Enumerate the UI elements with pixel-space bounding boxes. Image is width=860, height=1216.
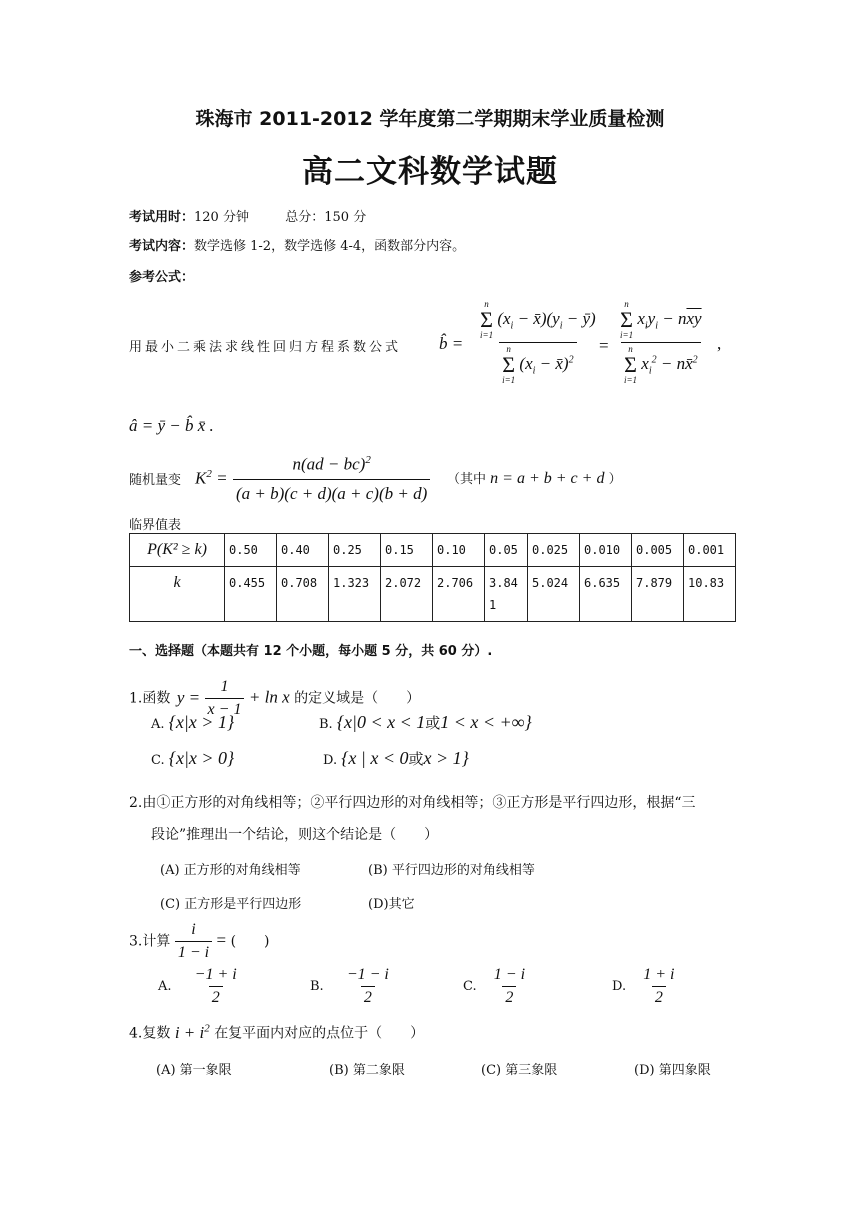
- q4-option-b: (B) 第二象限: [329, 1063, 405, 1078]
- section1-heading: 一、选择题（本题共有 12 个小题，每小题 5 分，共 60 分）.: [129, 644, 493, 659]
- table-cell: 0.005: [632, 534, 684, 567]
- q3-option-c: C. $\frac{1 - i}{2}$: [463, 966, 526, 1006]
- table-cell: 0.001: [684, 534, 736, 567]
- question-4: 4.复数 $i + i^2$ 在复平面内对应的点位于（ ）: [129, 1022, 425, 1042]
- intercept-formula: â = ȳ − b̂ x̄ .: [129, 416, 214, 435]
- option-label: D.: [323, 753, 338, 768]
- table-cell: 5.024: [528, 567, 580, 622]
- q2-line2: 段论”推理出一个结论，则这个结论是（ ）: [151, 827, 439, 843]
- table-cell: 0.025: [528, 534, 580, 567]
- q3-option-d: D. $\frac{1 + i}{2}$: [612, 966, 675, 1006]
- q1-prefix: 1.函数: [129, 690, 171, 707]
- content-label: 考试内容：: [129, 239, 195, 254]
- question-1: 1.函数 y = $\frac{1}{x - 1}$ + ln x 的定义域是（ ）: [129, 678, 421, 718]
- q4-option-c: (C) 第三象限: [481, 1063, 558, 1078]
- table-row: [130, 534, 736, 567]
- k2-where: （其中 n = a + b + c + d ）: [447, 470, 622, 487]
- q3-option-a: A. $\frac{-1 + i}{2}$: [158, 966, 237, 1006]
- table-cell: 6.635: [580, 567, 632, 622]
- table-cell: 0.15: [381, 534, 433, 567]
- q1-option-d: D. {x | x < 0或x > 1}: [323, 748, 469, 768]
- table-cell: 2.072: [381, 567, 433, 622]
- table-cell: 2.706: [433, 567, 485, 622]
- content-value: 数学选修 1-2，数学选修 4-4，函数部分内容。: [194, 239, 466, 254]
- table-cell: 0.10: [433, 534, 485, 567]
- q3-suffix: ( ): [230, 933, 270, 950]
- table-cell: 0.50: [225, 534, 277, 567]
- k2-where-open: （其中: [447, 472, 487, 487]
- option-label: B.: [319, 717, 333, 732]
- exam-subtitle: 高二文科数学试题: [302, 154, 558, 190]
- q3-prefix: 3.计算: [129, 933, 171, 950]
- exam-title: 珠海市 2011-2012 学年度第二学期期末学业质量检测: [195, 108, 665, 130]
- table-cell: 0.455: [225, 567, 277, 622]
- k2-text: 随机量变: [129, 473, 182, 488]
- exam-content-line: [129, 235, 465, 254]
- q1-suffix: 的定义域是（ ）: [294, 690, 421, 707]
- table-cell: 7.879: [632, 567, 684, 622]
- option-label: C.: [151, 753, 165, 768]
- q4-option-a: (A) 第一象限: [156, 1063, 232, 1078]
- table-cell: 0.05: [485, 534, 528, 567]
- q1-option-a: A. {x|x > 1}: [151, 712, 235, 732]
- option-label: A.: [151, 717, 165, 732]
- q4-suffix: 在复平面内对应的点位于（ ）: [214, 1025, 425, 1042]
- option-label: C.: [463, 979, 477, 994]
- option-label: B.: [310, 979, 324, 994]
- critical-value-table: [129, 533, 736, 622]
- q2-option-c: (C) 正方形是平行四边形: [160, 897, 302, 912]
- table-cell: 0.010: [580, 534, 632, 567]
- table-row: [130, 567, 736, 622]
- time-label: 考试用时：: [129, 210, 195, 225]
- table-cell: 1.323: [329, 567, 381, 622]
- table-cell: 3.841: [485, 567, 528, 622]
- q2-option-d: (D)其它: [368, 897, 415, 912]
- formula-label: 参考公式：: [129, 270, 195, 285]
- q4-option-d: (D) 第四象限: [634, 1063, 711, 1078]
- option-label: D.: [612, 979, 627, 994]
- table-cell: 0.25: [329, 534, 381, 567]
- question-3: 3.计算 $\frac{i}{1 - i}$ = ( ): [129, 921, 270, 961]
- time-value: 120 分钟: [194, 210, 249, 225]
- table-cell: 10.83: [684, 567, 736, 622]
- exam-time-line: [129, 206, 366, 225]
- k2-where-close: ）: [608, 472, 622, 487]
- q2-option-a: (A) 正方形的对角线相等: [160, 863, 301, 878]
- total-label: 总分：: [285, 210, 325, 225]
- q2-option-b: (B) 平行四边形的对角线相等: [368, 863, 535, 878]
- option-label: A.: [158, 979, 172, 994]
- q1-option-c: C. {x|x > 0}: [151, 748, 235, 768]
- regression-text: 用最小二乘法求线性回归方程系数公式: [129, 340, 402, 355]
- table-header-k: k: [130, 567, 225, 622]
- table-title: 临界值表: [129, 518, 182, 533]
- total-value: 150 分: [324, 210, 367, 225]
- table-header-p: P(K² ≥ k): [130, 534, 225, 567]
- q2-line1: 2.由①正方形的对角线相等；②平行四边形的对角线相等；③正方形是平行四边形，根据“三: [129, 795, 696, 811]
- q1-option-b: B. {x|0 < x < 1或1 < x < +∞}: [319, 712, 532, 732]
- q3-option-b: B. $\frac{-1 - i}{2}$: [310, 966, 389, 1006]
- table-cell: 0.708: [277, 567, 329, 622]
- table-cell: 0.40: [277, 534, 329, 567]
- q4-prefix: 4.复数: [129, 1025, 171, 1042]
